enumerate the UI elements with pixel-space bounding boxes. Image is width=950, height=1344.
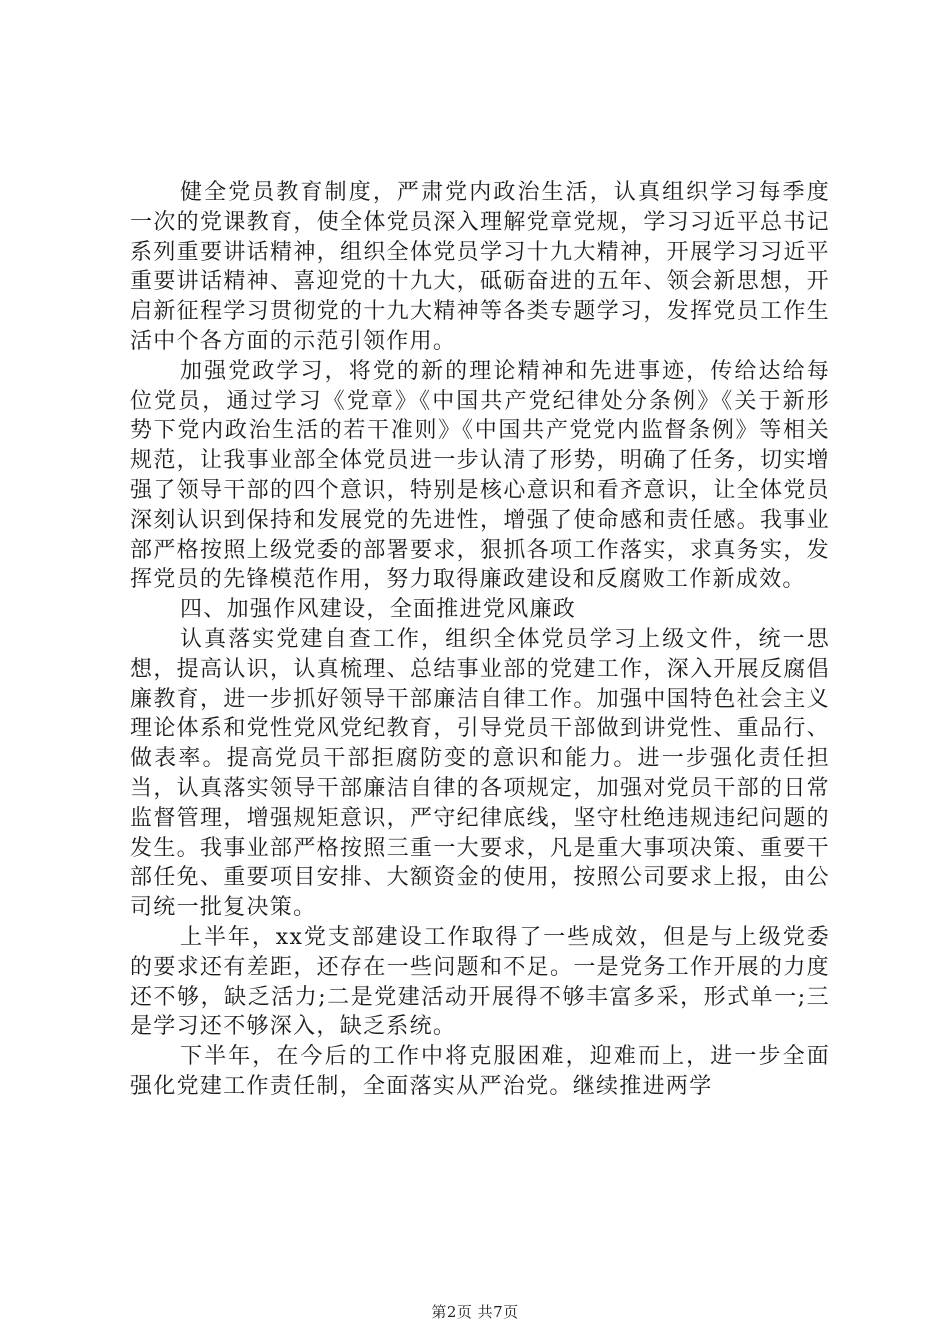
paragraph-education-system: 健全党员教育制度，严肃党内政治生活，认真组织学习每季度一次的党课教育，使全体党员深入理解党章党规，学习习近平总书记系列重要讲话精神，组织全体党员学习十九大精神，开展学习习近平重要讲话精神、喜迎党的十九大，砥砺奋进的五年、领会新思想，开启新征程学习贯彻党的十九大精神等各类专题学习，发挥党员工作生活中个各方面的示范引领作用。: [130, 180, 830, 354]
paragraph-party-study: 加强党政学习，将党的新的理论精神和先进事迹，传给达给每位党员，通过学习《党章》《中国共产党纪律处分条例》《关于新形势下党内政治生活的若干准则》《中国共产党党内监督条例》等相关规范，让我事业部全体党员进一步认清了形势，明确了任务，切实增强了领导干部的四个意识，特别是核心意识和看齐意识，让全体党员深刻认识到保持和发展党的先进性，增强了使命感和责任感。我事业部严格按照上级党委的部署要求，狠抓各项工作落实，求真务实，发挥党员的先锋模范作用，努力取得廉政建设和反腐败工作新成效。: [130, 358, 830, 593]
page-number-footer: 第2页 共7页: [431, 1303, 519, 1321]
document-body: [130, 178, 830, 1102]
paragraph-first-half-review: 上半年，xx党支部建设工作取得了一些成效，但是与上级党委的要求还有差距，还存在一些问题和不足。一是党务工作开展的力度还不够，缺乏活力;二是党建活动开展得不够丰富多采，形式单一;三是学习还不够深入，缺乏系统。: [130, 924, 830, 1040]
paragraph-self-inspection: 认真落实党建自查工作，组织全体党员学习上级文件，统一思想，提高认识，认真梳理、总结事业部的党建工作，深入开展反腐倡廉教育，进一步抓好领导干部廉洁自律工作。加强中国特色社会主义理论体系和党性党风党纪教育，引导党员干部做到讲党性、重品行、做表率。提高党员干部拒腐防变的意识和能力。进一步强化责任担当，认真落实领导干部廉洁自律的各项规定，加强对党员干部的日常监督管理，增强规矩意识，严守纪律底线，坚守杜绝违规违纪问题的发生。我事业部严格按照三重一大要求，凡是重大事项决策、重要干部任免、重要项目安排、大额资金的使用，按照公司要求上报，由公司统一批复决策。: [130, 626, 830, 921]
paragraph-second-half-plan: 下半年，在今后的工作中将克服困难，迎难而上，进一步全面强化党建工作责任制，全面落实从严治党。继续推进两学: [130, 1044, 830, 1099]
section-heading-style-building: 四、加强作风建设，全面推进党风廉政: [180, 597, 577, 623]
